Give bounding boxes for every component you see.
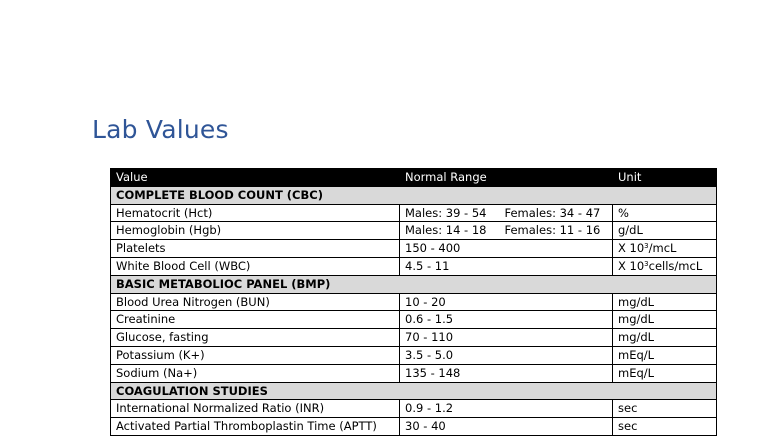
cell-range: 0.6 - 1.5 [400, 311, 613, 329]
section-row-coagulation [111, 382, 717, 400]
cell-range: 150 - 400 [400, 240, 613, 258]
table-row [111, 293, 717, 311]
cell-unit: mEq/L [613, 346, 717, 364]
cell-unit [613, 257, 717, 275]
cell-unit: g/dL [613, 222, 717, 240]
unit-suffix: /mcL [648, 241, 677, 256]
cell-unit: sec [613, 418, 717, 436]
unit-prefix: X 10 [618, 241, 645, 256]
section-title: BASIC METABOLIOC PANEL (BMP) [111, 275, 717, 293]
cell-value: Creatinine [111, 311, 400, 329]
cell-value: Potassium (K+) [111, 346, 400, 364]
table-row [111, 311, 717, 329]
table-row [111, 346, 717, 364]
cell-unit [613, 240, 717, 258]
range-female: Females: 34 - 47 [504, 205, 601, 220]
column-header-value: Value [111, 169, 400, 187]
table-row [111, 222, 717, 240]
table-row [111, 400, 717, 418]
cell-value: Hemoglobin (Hgb) [111, 222, 400, 240]
section-title: COAGULATION STUDIES [111, 382, 717, 400]
cell-unit: sec [613, 400, 717, 418]
range-female: Females: 11 - 16 [504, 223, 601, 238]
cell-value: International Normalized Ratio (INR) [111, 400, 400, 418]
table-row [111, 204, 717, 222]
cell-range: 0.9 - 1.2 [400, 400, 613, 418]
page-title: Lab Values [92, 115, 229, 144]
column-header-unit: Unit [613, 169, 717, 187]
cell-range: 70 - 110 [400, 329, 613, 347]
cell-value: Platelets [111, 240, 400, 258]
cell-range [400, 204, 613, 222]
cell-value: Hematocrit (Hct) [111, 204, 400, 222]
table-row [111, 240, 717, 258]
unit-suffix: cells/mcL [648, 258, 703, 273]
cell-value: Sodium (Na+) [111, 364, 400, 382]
cell-range: 135 - 148 [400, 364, 613, 382]
cell-range: 4.5 - 11 [400, 257, 613, 275]
section-title: COMPLETE BLOOD COUNT (CBC) [111, 186, 717, 204]
cell-value: White Blood Cell (WBC) [111, 257, 400, 275]
cell-unit: mEq/L [613, 364, 717, 382]
unit-prefix: X 10 [618, 258, 645, 273]
section-row-cbc [111, 186, 717, 204]
section-row-bmp [111, 275, 717, 293]
lab-values-table [110, 168, 717, 436]
unit-exponent: 3 [644, 259, 649, 268]
cell-unit: mg/dL [613, 311, 717, 329]
cell-unit: mg/dL [613, 329, 717, 347]
range-male: Males: 39 - 54 [405, 205, 487, 220]
table-row [111, 329, 717, 347]
cell-value: Glucose, fasting [111, 329, 400, 347]
cell-value: Activated Partial Thromboplastin Time (APTT) [111, 418, 400, 436]
table-row [111, 418, 717, 436]
cell-range: 30 - 40 [400, 418, 613, 436]
unit-exponent: 3 [644, 242, 649, 251]
table-header-row [111, 169, 717, 187]
cell-range [400, 222, 613, 240]
cell-range: 10 - 20 [400, 293, 613, 311]
column-header-normal-range: Normal Range [400, 169, 613, 187]
cell-value: Blood Urea Nitrogen (BUN) [111, 293, 400, 311]
cell-unit: mg/dL [613, 293, 717, 311]
range-male: Males: 14 - 18 [405, 223, 487, 238]
cell-range: 3.5 - 5.0 [400, 346, 613, 364]
cell-unit: % [613, 204, 717, 222]
table-row [111, 364, 717, 382]
table-row [111, 257, 717, 275]
